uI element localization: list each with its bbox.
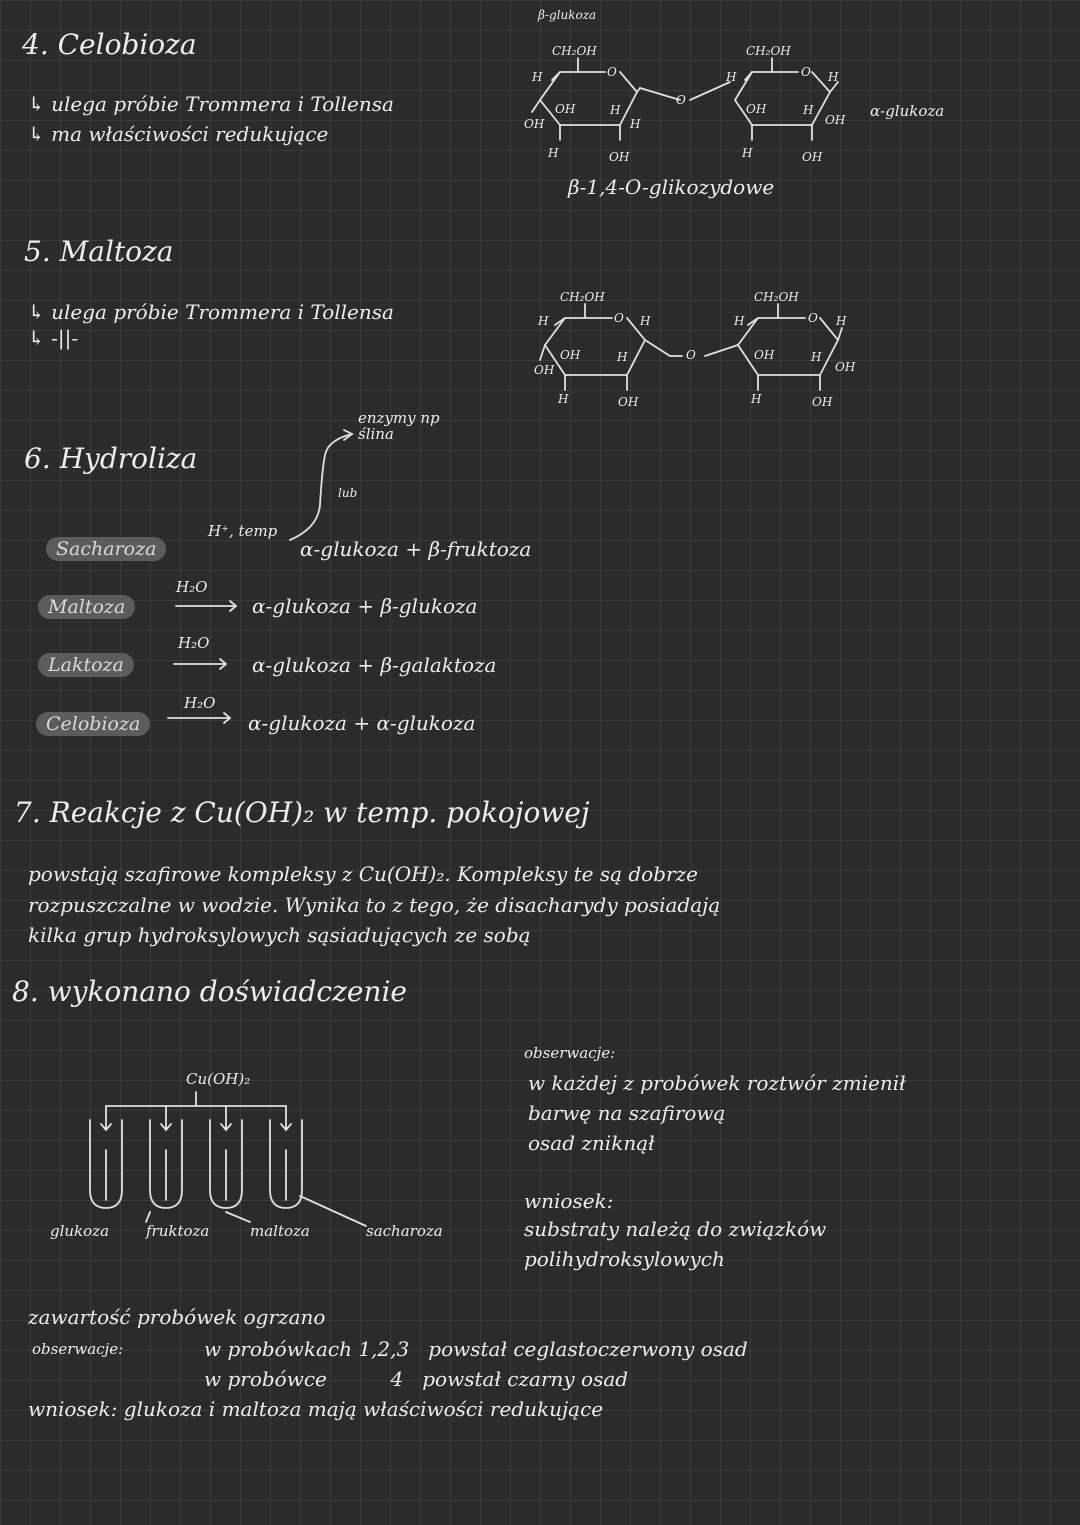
ring-oxygen-label: O [607,65,617,79]
oh-label: OH [609,150,630,164]
products-maltoza: α-glukoza + β-glukoza [252,594,478,618]
section-6-title: 6. Hydroliza [24,442,198,475]
section-5-title: 5. Maltoza [24,235,174,268]
oh-label: OH [802,150,823,164]
oh-label: OH [524,117,545,131]
conclusion-label: wniosek: [524,1189,614,1213]
or-note: lub [338,486,358,500]
oh-label: OH [835,360,856,374]
oh-label: OH [754,348,775,362]
conclusion-2: wniosek: glukoza i maltoza mają właściwości redukujące [28,1397,604,1421]
products-celobioza: α-glukoza + α-glukoza [248,711,476,735]
tube-label-maltoza: maltoza [250,1222,310,1240]
catalyst-label: H⁺, temp [208,522,278,540]
ch2oh-label: CH₂OH [754,290,799,304]
oh-label: OH [825,113,846,127]
substrate-sacharoza: Sacharoza [46,537,166,561]
substrate-maltoza: Maltoza [38,595,135,619]
alpha-glukoza-label: α-glukoza [870,102,945,120]
observation-2-line-2: w probówce 4 powstał czarny osad [204,1367,629,1391]
bond-type-label: β-1,4-O-glikozydowe [568,175,775,199]
h-label: H [811,350,822,364]
section-4-title: 4. Celobioza [22,28,197,61]
observation-label: obserwacje: [524,1044,616,1062]
observation-line-2: barwę na szafirową [528,1101,726,1125]
section-4-line-1: ↳ ulega próbie Trommera i Tollensa [28,92,394,116]
observation-2-label: obserwacje: [32,1340,124,1358]
tube-label-sacharoza: sacharoza [366,1222,443,1240]
ring-oxygen-label: O [808,311,818,325]
beta-glukoza-label: β-glukoza [538,8,597,22]
ch2oh-label: CH₂OH [746,44,791,58]
section-7-line-2: rozpuszczalne w wodzie. Wynika to z tego, że disacharydy posiadają [28,893,721,917]
products-sacharoza: α-glukoza + β-fruktoza [300,537,532,561]
section-5-line-2: ↳ -||- [28,326,79,350]
cuoh2-reagent-label: Cu(OH)₂ [186,1070,251,1088]
ch2oh-label: CH₂OH [560,290,605,304]
section-7-line-1: powstają szafirowe kompleksy z Cu(OH)₂. Kompleksy te są dobrze [28,862,698,886]
h-label: H [836,314,847,328]
h-label: H [558,392,569,406]
observation-line-3: osad zniknął [528,1131,655,1155]
observation-2-line-1: w probówkach 1,2,3 powstał ceglastoczerwony osad [204,1337,748,1361]
oh-label: OH [618,395,639,409]
section-4-line-2: ↳ ma właściwości redukujące [28,122,329,146]
bridge-oxygen-label: O [686,348,696,362]
reagent-h2o: H₂O [184,694,216,712]
conclusion-line-1: substraty należą do związków [524,1217,827,1241]
oh-label: OH [555,102,576,116]
ring-oxygen-label: O [801,65,811,79]
ch2oh-label: CH₂OH [552,44,597,58]
h-label: H [734,314,745,328]
h-label: H [610,103,621,117]
section-5-line-1: ↳ ulega próbie Trommera i Tollensa [28,300,394,324]
h-label: H [726,70,737,84]
tube-label-glukoza: glukoza [50,1222,110,1240]
h-label: H [640,314,651,328]
h-label: H [532,70,543,84]
oh-label: OH [560,348,581,362]
h-label: H [803,103,814,117]
products-laktoza: α-glukoza + β-galaktoza [252,653,497,677]
ring-oxygen-label: O [614,311,624,325]
oh-label: OH [812,395,833,409]
conclusion-line-2: polihydroksylowych [524,1247,725,1271]
enzyme-note: enzymy np ślina [358,409,440,443]
bridge-oxygen-label: O [676,93,686,107]
oh-label: OH [746,102,767,116]
reagent-h2o: H₂O [178,634,210,652]
tube-label-fruktoza: fruktoza [146,1222,210,1240]
substrate-celobioza: Celobioza [36,712,150,736]
h-label: H [751,392,762,406]
h-label: H [538,314,549,328]
h-label: H [742,146,753,160]
heating-line: zawartość probówek ogrzano [28,1305,326,1329]
substrate-laktoza: Laktoza [38,653,134,677]
h-label: H [548,146,559,160]
h-label: H [617,350,628,364]
section-7-title: 7. Reakcje z Cu(OH)₂ w temp. pokojowej [14,796,590,829]
section-8-title: 8. wykonano doświadczenie [12,975,407,1008]
h-label: H [630,117,641,131]
h-label: H [828,70,839,84]
reagent-h2o: H₂O [176,578,208,596]
oh-label: OH [534,363,555,377]
section-7-line-3: kilka grup hydroksylowych sąsiadujących ze sobą [28,923,531,947]
observation-line-1: w każdej z probówek roztwór zmienił [528,1071,906,1095]
